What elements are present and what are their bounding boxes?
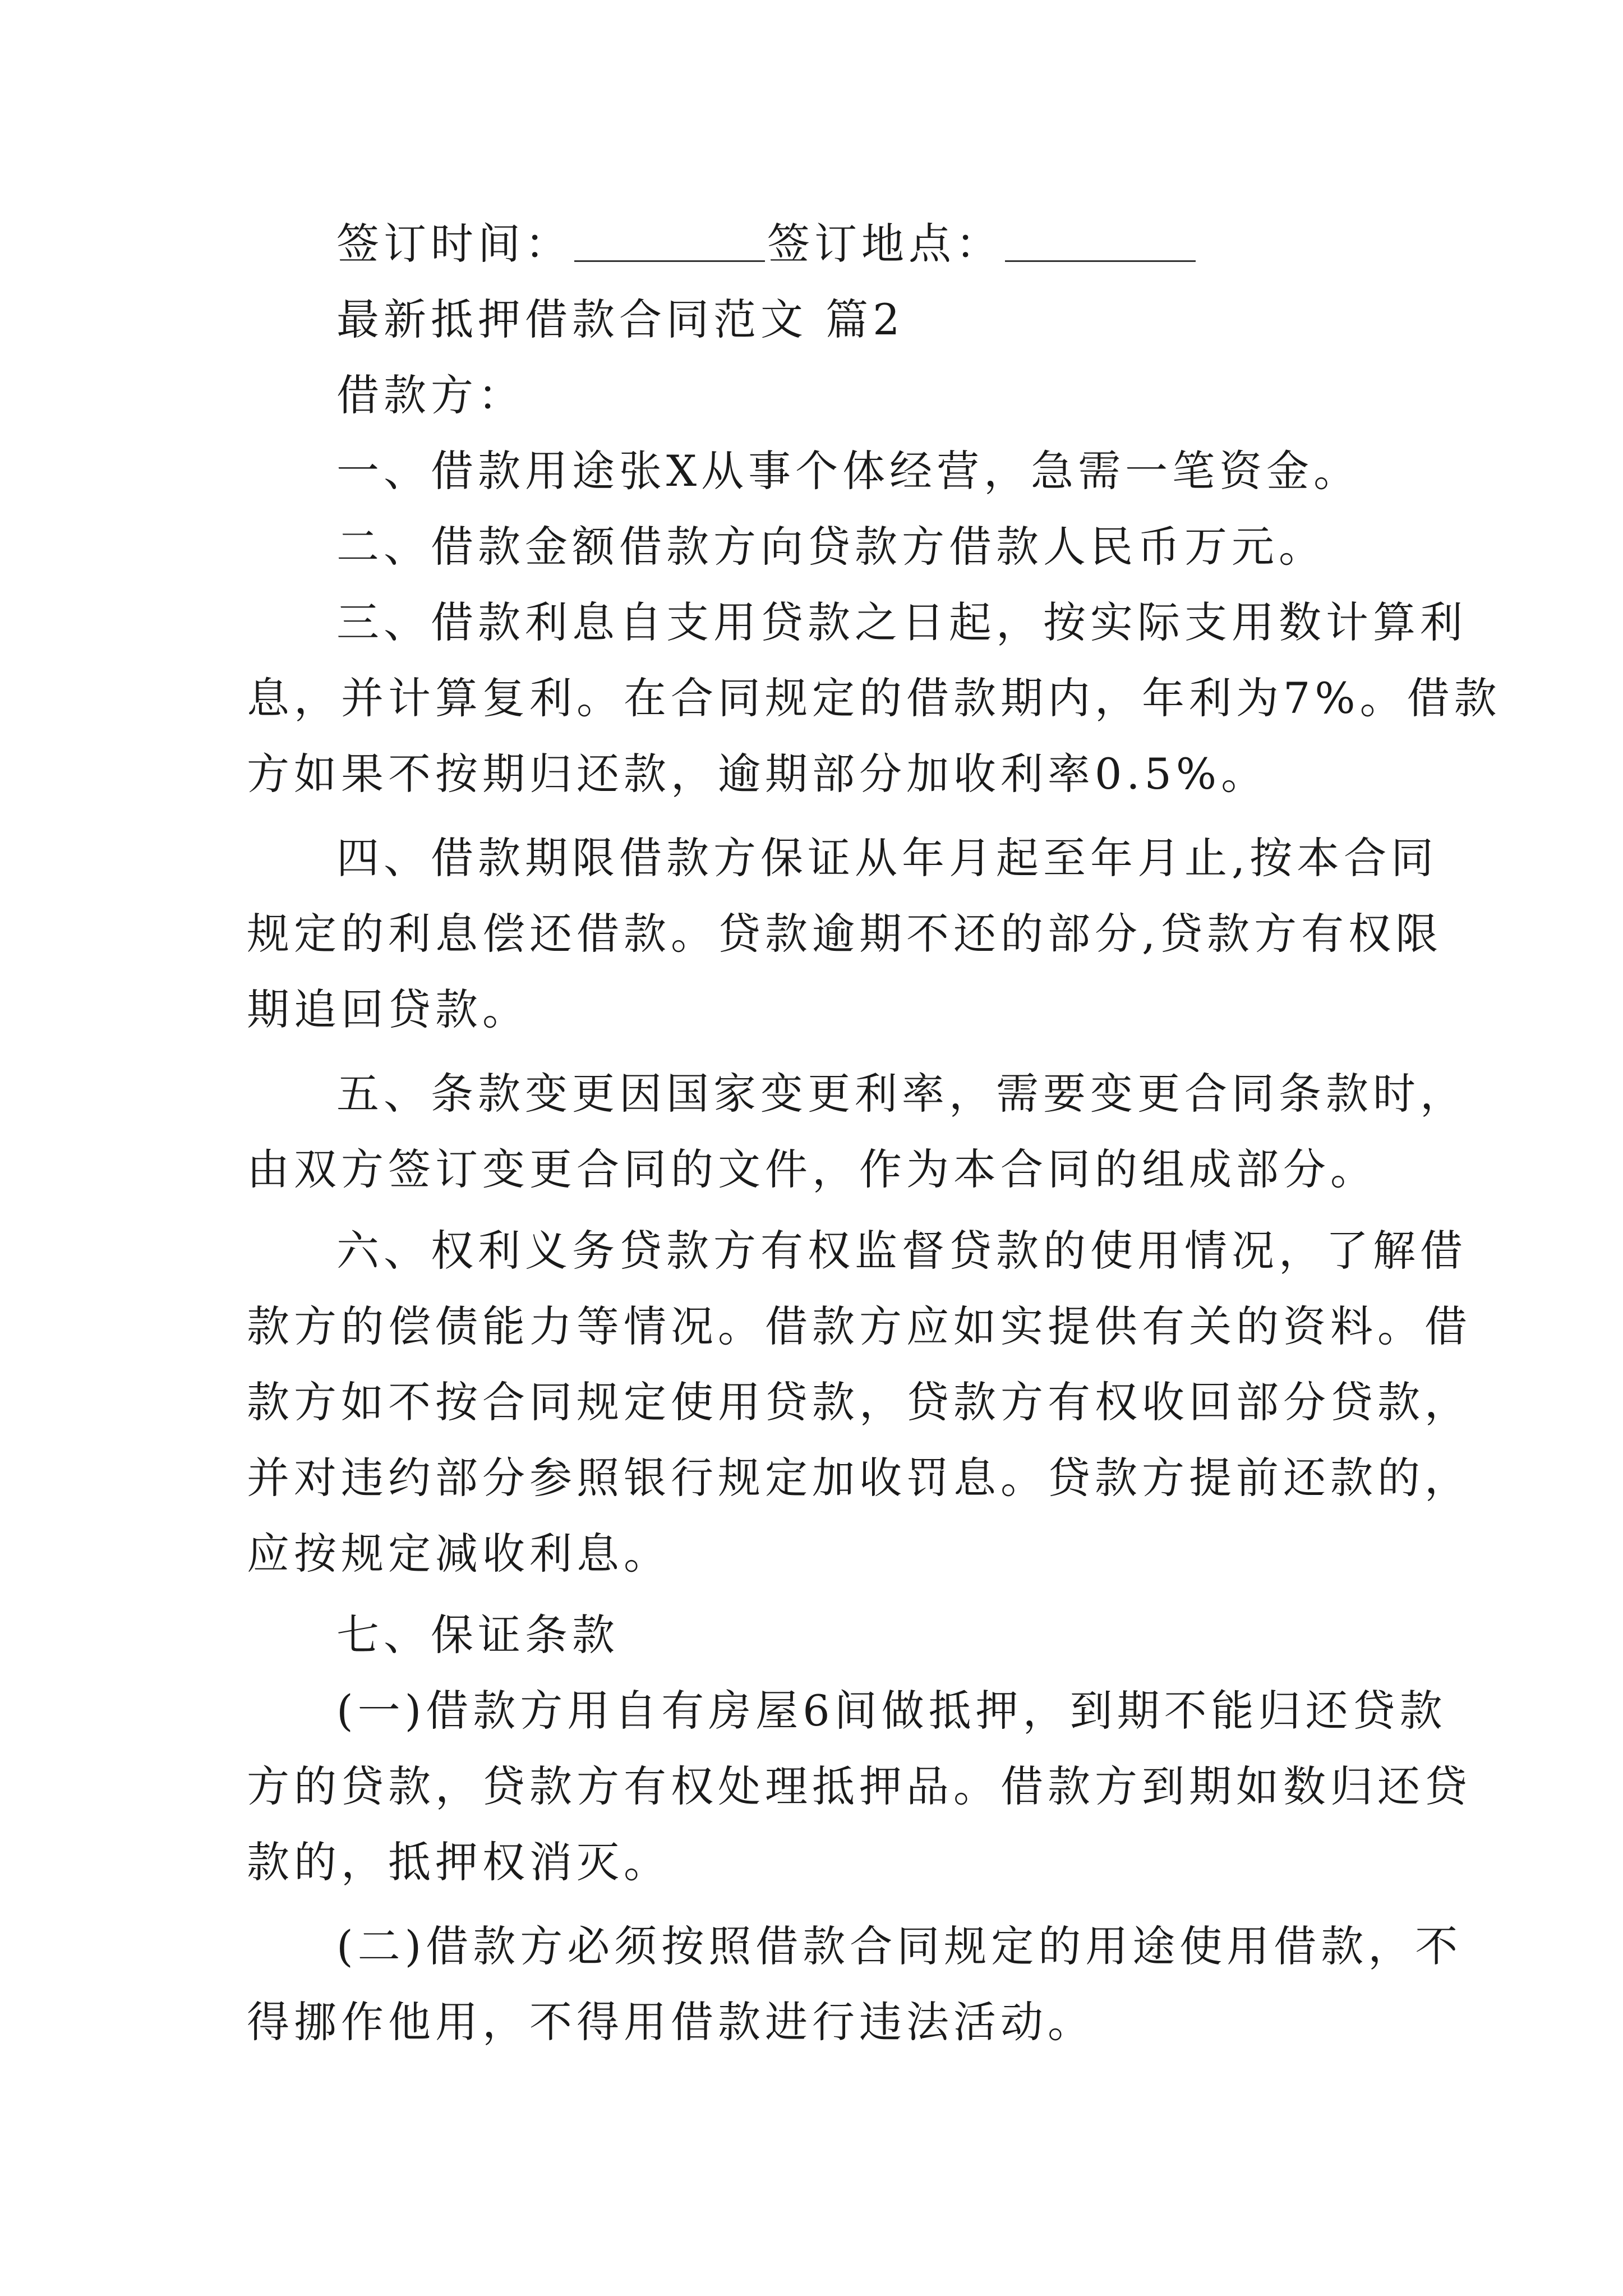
section-title: 最新抵押借款合同范文 篇2 xyxy=(336,295,905,344)
paragraph-line: 六、权利义务贷款方有权监督贷款的使用情况，了解借 xyxy=(336,1226,1467,1276)
paragraph-line: 方如果不按期归还款，逾期部分加收利率0.5%。 xyxy=(247,749,1269,799)
signing-time-blank xyxy=(574,221,765,262)
paragraph-line: 一、借款用途张X从事个体经营，急需一笔资金。 xyxy=(336,446,1361,496)
paragraph-line: 期追回贷款。 xyxy=(247,984,529,1034)
paragraph-line: 规定的利息偿还借款。贷款逾期不还的部分,贷款方有权限 xyxy=(247,909,1443,959)
signing-time-label: 签订时间： xyxy=(336,219,572,269)
paragraph-line: (一)借款方用自有房屋6间做抵押，到期不能归还贷款 xyxy=(336,1686,1447,1736)
paragraph-line: 款方如不按合同规定使用贷款，贷款方有权收回部分贷款， xyxy=(247,1377,1472,1427)
paragraph-line: 应按规定减收利息。 xyxy=(247,1529,671,1579)
paragraph-line: 五、条款变更因国家变更利率，需要变更合同条款时， xyxy=(336,1069,1467,1119)
paragraph-line: 由双方签订变更合同的文件，作为本合同的组成部分。 xyxy=(247,1144,1377,1194)
paragraph-line: 款的，抵押权消灭。 xyxy=(247,1837,671,1887)
section-heading: 七、保证条款 xyxy=(336,1610,619,1660)
paragraph-line: 三、借款利息自支用贷款之日起，按实际支用数计算利 xyxy=(336,597,1467,647)
borrower-label: 借款方： xyxy=(336,370,525,420)
signing-info-line xyxy=(336,216,1391,272)
paragraph-line: 得挪作他用，不得用借款进行违法活动。 xyxy=(247,1997,1095,2047)
paragraph-line: 款方的偿债能力等情况。借款方应如实提供有关的资料。借 xyxy=(247,1301,1472,1351)
paragraph-line: 息，并计算复利。在合同规定的借款期内，年利为7%。借款 xyxy=(247,673,1501,723)
paragraph-line: 方的贷款，贷款方有权处理抵押品。借款方到期如数归还贷 xyxy=(247,1761,1472,1811)
paragraph-line: 二、借款金额借款方向贷款方借款人民币万元。 xyxy=(336,522,1326,572)
signing-place-blank xyxy=(1005,221,1196,262)
signing-place-label: 签订地点： xyxy=(767,219,1003,269)
paragraph-line: (二)借款方必须按照借款合同规定的用途使用借款，不 xyxy=(336,1921,1463,1971)
paragraph-line: 四、借款期限借款方保证从年月起至年月止,按本合同 xyxy=(336,833,1438,883)
paragraph-line: 并对违约部分参照银行规定加收罚息。贷款方提前还款的， xyxy=(247,1453,1472,1503)
